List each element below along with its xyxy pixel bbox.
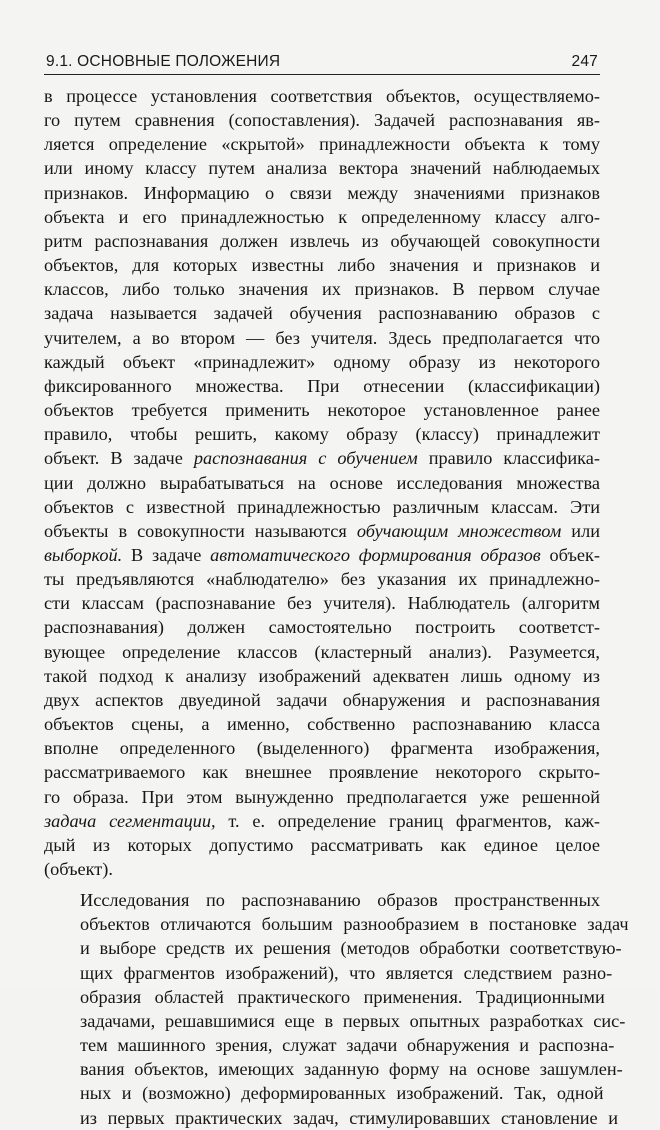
text-line: Исследования по распознаванию образов пространственных xyxy=(80,890,600,911)
text-line: ляется определение «скрытой» принадлежности объекта к тому xyxy=(44,134,600,155)
paragraph-2 xyxy=(44,888,629,1130)
text-line: распознавания) должен самостоятельно построить соответст- xyxy=(44,617,600,638)
text-line: классов, либо только значения их признаков. В первом случае xyxy=(44,279,600,300)
text-line: объектов сцены, а именно, собственно распознаванию класса xyxy=(44,714,600,735)
paragraph-1 xyxy=(44,84,600,881)
italic-term: автоматического формирования образов xyxy=(210,544,541,565)
text-line: или иному классу путем анализа вектора значений наблюдаемых xyxy=(44,158,600,179)
body-text xyxy=(44,84,629,1130)
text-line: и выборе средств их решения (методов обработки соответствую- xyxy=(80,938,622,959)
text-line: такой подход к анализу изображений адекватен лишь одному из xyxy=(44,665,600,686)
text-fragment: объекты в совокупности называются xyxy=(44,520,357,541)
text-line: каждый объект «принадлежит» одному образу из некоторого xyxy=(44,351,600,372)
text-fragment: или xyxy=(561,520,600,541)
italic-term: задача сегментации, xyxy=(44,810,216,831)
text-fragment: объект. В задаче xyxy=(44,448,194,469)
text-line: объектов с известной принадлежностью различным классам. Эти xyxy=(44,496,600,517)
text-line: ритм распознавания должен извлечь из обучающей совокупности xyxy=(44,230,600,251)
text-line: образия областей практического применения. Традиционными xyxy=(80,986,605,1007)
text-line: правило, чтобы решить, какому образу (классу) принадлежит xyxy=(44,424,600,445)
text-line: в процессе установления соответствия объектов, осуществляемо- xyxy=(44,86,600,106)
text-line: ных и (возможно) деформированных изображений. Так, одной xyxy=(80,1083,604,1104)
text-line xyxy=(44,809,600,833)
text-line: вания объектов, имеющих заданную форму на основе зашумлен- xyxy=(80,1059,623,1080)
text-line xyxy=(44,446,600,470)
text-line: тем машинного зрения, служат задачи обнаружения и распозна- xyxy=(80,1035,615,1056)
text-fragment: т. е. определение границ фрагментов, каж- xyxy=(215,810,600,831)
text-line: объектов требуется применить некоторое установленное ранее xyxy=(44,400,600,421)
text-line: вполне определенного (выделенного) фрагмента изображения, xyxy=(44,738,600,759)
text-line: го путем сравнения (сопоставления). Задачей распознавания яв- xyxy=(44,110,600,131)
text-line: дый из которых допустимо рассматривать как единое целое xyxy=(44,834,600,855)
page-number: 247 xyxy=(571,53,598,70)
text-line: признаков. Информацию о связи между значениями признаков xyxy=(44,182,600,203)
text-line: задачами, решавшимися еще в первых опытных разработках сис- xyxy=(80,1010,626,1031)
text-fragment: объек- xyxy=(540,544,600,565)
text-line: ты предъявляются «наблюдателю» без указания их принадлежно- xyxy=(44,569,600,590)
text-line: рассматриваемого как внешнее проявление некоторого скрыто- xyxy=(44,762,600,783)
text-line: двух аспектов двуединой задачи обнаружения и распознавания xyxy=(44,689,600,710)
text-line xyxy=(44,543,600,567)
italic-term: выборкой. xyxy=(44,544,123,565)
text-line: учителем, а во втором — без учителя. Здесь предполагается что xyxy=(44,327,600,348)
text-line: щих фрагментов изображений), что является следствием разно- xyxy=(80,962,613,983)
text-line: фиксированного множества. При отнесении (классификации) xyxy=(44,375,600,396)
text-line: ции должно вырабатываться на основе исследования множества xyxy=(44,472,600,493)
text-fragment: правило классифика- xyxy=(417,448,600,469)
section-title: 9.1. ОСНОВНЫЕ ПОЛОЖЕНИЯ xyxy=(46,53,281,70)
text-line: объектов, для которых известны либо значения и признаков и xyxy=(44,255,600,276)
text-line: сти классам (распознавание без учителя). Наблюдатель (алгоритм xyxy=(44,593,600,614)
text-line: (объект). xyxy=(44,859,113,879)
italic-term: обучающим множеством xyxy=(356,520,562,541)
text-line: объекта и его принадлежностью к определенному классу алго- xyxy=(44,206,600,227)
text-line: задача называется задачей обучения распознаванию образов с xyxy=(44,303,600,324)
text-line: вующее определение классов (кластерный анализ). Разумеется, xyxy=(44,641,600,662)
text-fragment: В задаче xyxy=(122,544,211,565)
text-line: объектов отличаются большим разнообразием в постановке задач xyxy=(80,914,629,935)
running-header xyxy=(44,50,600,75)
italic-term: распознавания с обучением xyxy=(193,448,418,469)
text-line xyxy=(44,519,600,543)
text-line: из первых практических задач, стимулировавших становление и xyxy=(80,1107,619,1128)
text-line: го образа. При этом вынужденно предполагается уже решенной xyxy=(44,786,600,807)
